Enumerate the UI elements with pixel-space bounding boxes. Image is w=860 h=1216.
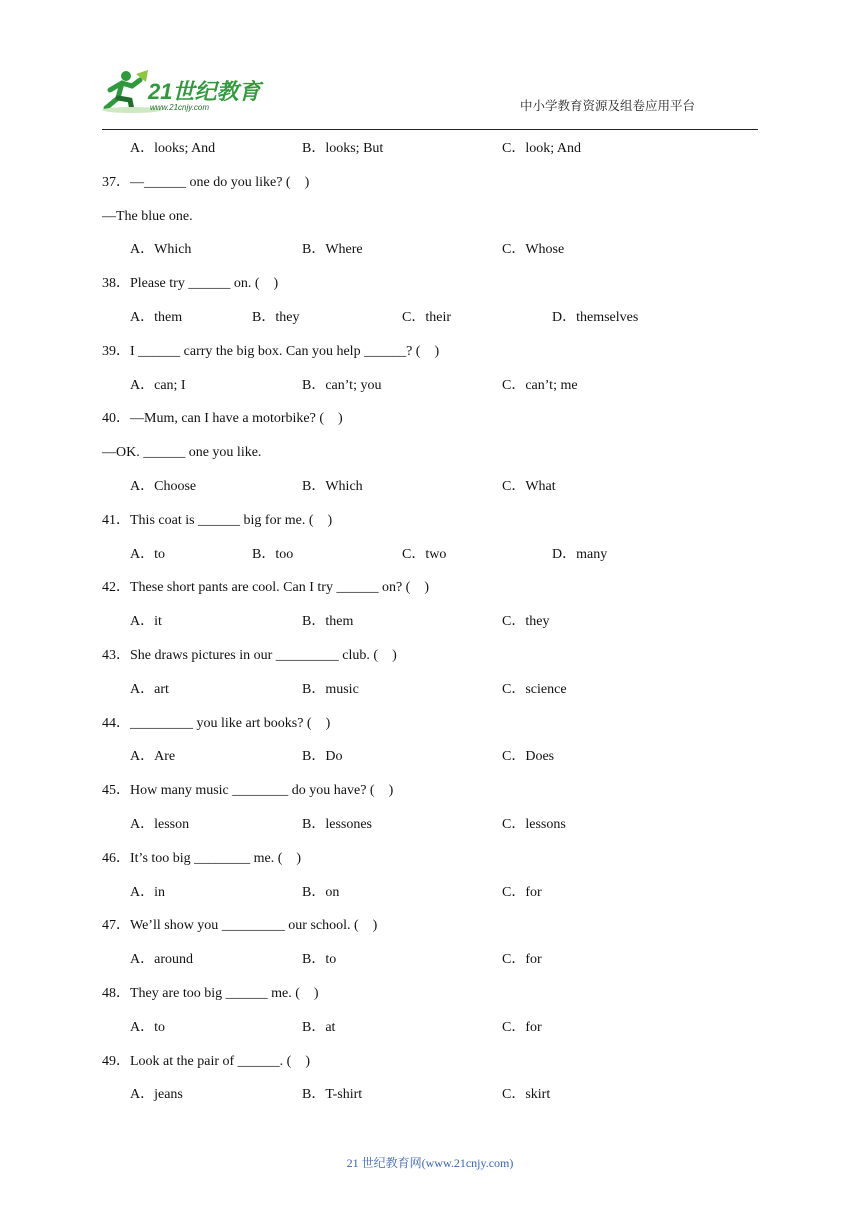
option-a: A．them	[130, 310, 183, 325]
option-b: B．can’t; you	[302, 377, 382, 393]
option-b: B．Where	[302, 242, 363, 258]
question-reply: —OK. ______ one you like.	[102, 445, 262, 461]
option-c: C．Whose	[502, 242, 565, 258]
question-text: This coat is ______ big for me. ( )	[130, 512, 333, 528]
question-number: 42．	[102, 580, 130, 596]
question-stem	[102, 512, 332, 530]
platform-name: 中小学教育资源及组卷应用平台	[520, 98, 696, 113]
question-text: —Mum, can I have a motorbike? ( )	[130, 411, 343, 427]
option-a: A．to	[130, 1019, 165, 1035]
question-stem	[102, 275, 278, 293]
option-c: C．their	[402, 310, 451, 325]
question-reply: —The blue one.	[102, 208, 193, 224]
option-b: B．to	[302, 952, 337, 968]
option-c: C．two	[402, 546, 447, 562]
question-number: 45．	[102, 783, 130, 799]
option-b: B．T-shirt	[302, 1087, 363, 1103]
option-c: C．lessons	[502, 817, 566, 832]
logo-url: www.21cnjy.com	[150, 103, 209, 112]
option-a: A．in	[130, 884, 165, 900]
question-text: They are too big ______ me. ( )	[130, 986, 319, 1001]
option-c: C．What	[502, 479, 556, 494]
option-b: B．on	[302, 884, 340, 900]
option-c: C．for	[502, 884, 542, 900]
option-b: B．Do	[302, 749, 343, 765]
option-b: B．music	[302, 681, 359, 697]
question-stem	[102, 174, 309, 192]
question-number: 37．	[102, 174, 130, 190]
question-text: These short pants are cool. Can I try ______ on? ( )	[130, 580, 429, 596]
question-stem	[102, 715, 330, 733]
question-number: 44．	[102, 715, 130, 731]
question-stem	[102, 579, 429, 597]
option-a: A．Are	[130, 749, 176, 765]
option-b: B．lessones	[302, 817, 372, 832]
option-c: C．science	[502, 681, 567, 697]
question-text: We’ll show you _________ our school. ( )	[130, 918, 378, 934]
question-stem	[102, 410, 343, 428]
question-stem	[102, 917, 377, 935]
option-c: C．can’t; me	[502, 377, 578, 393]
question-stem	[102, 782, 393, 800]
question-number: 46．	[102, 850, 130, 866]
option-c: C．they	[502, 614, 550, 630]
option-a: A．can; I	[130, 377, 186, 393]
option-d: D．many	[552, 546, 608, 562]
option-d: D．themselves	[552, 310, 639, 325]
question-stem	[102, 850, 301, 868]
option-a: A．it	[130, 614, 162, 630]
header-divider	[102, 129, 758, 130]
question-text: I ______ carry the big box. Can you help ______? ( )	[130, 343, 440, 359]
question-text: She draws pictures in our _________ club. ( )	[130, 648, 397, 663]
option-b: B．too	[252, 546, 294, 562]
option-a: A．looks; And	[130, 141, 216, 156]
option-a: A．art	[130, 681, 169, 697]
option-a: A．lesson	[130, 817, 190, 832]
option-b: B．they	[252, 310, 300, 325]
question-number: 47．	[102, 918, 130, 934]
question-number: 49．	[102, 1053, 130, 1069]
option-c: C．skirt	[502, 1087, 551, 1103]
question-stem	[102, 1053, 310, 1071]
question-text: How many music ________ do you have? ( )	[130, 783, 394, 799]
logo-wordmark: 21世纪教育	[148, 79, 261, 104]
question-text: _________ you like art books? ( )	[130, 715, 331, 731]
question-text: Look at the pair of ______. ( )	[130, 1053, 311, 1069]
question-stem	[102, 647, 397, 665]
option-b: B．at	[302, 1019, 336, 1035]
option-a: A．around	[130, 952, 193, 968]
option-b: B．Which	[302, 479, 363, 494]
option-c: C．look; And	[502, 141, 581, 156]
question-text: Please try ______ on. ( )	[130, 276, 279, 292]
question-number: 39．	[102, 343, 130, 359]
option-a: A．to	[130, 546, 165, 562]
question-number: 43．	[102, 648, 130, 663]
option-b: B．looks; But	[302, 141, 384, 156]
question-stem	[102, 343, 439, 361]
option-c: C．for	[502, 952, 542, 968]
option-b: B．them	[302, 614, 354, 630]
option-c: C．for	[502, 1019, 542, 1035]
option-a: A．Choose	[130, 479, 197, 494]
option-c: C．Does	[502, 749, 555, 765]
option-a: A．jeans	[130, 1087, 183, 1103]
question-number: 38．	[102, 276, 130, 292]
site-logo	[96, 68, 266, 114]
question-text: It’s too big ________ me. ( )	[130, 850, 302, 866]
question-stem	[102, 985, 319, 1003]
option-a: A．Which	[130, 242, 192, 258]
question-number: 48．	[102, 986, 130, 1001]
question-text: —______ one do you like? ( )	[130, 174, 310, 190]
page-footer: 21 世纪教育网(www.21cnjy.com)	[346, 1156, 514, 1170]
question-number: 41．	[102, 512, 130, 528]
question-number: 40．	[102, 411, 130, 427]
page-header	[0, 0, 860, 132]
